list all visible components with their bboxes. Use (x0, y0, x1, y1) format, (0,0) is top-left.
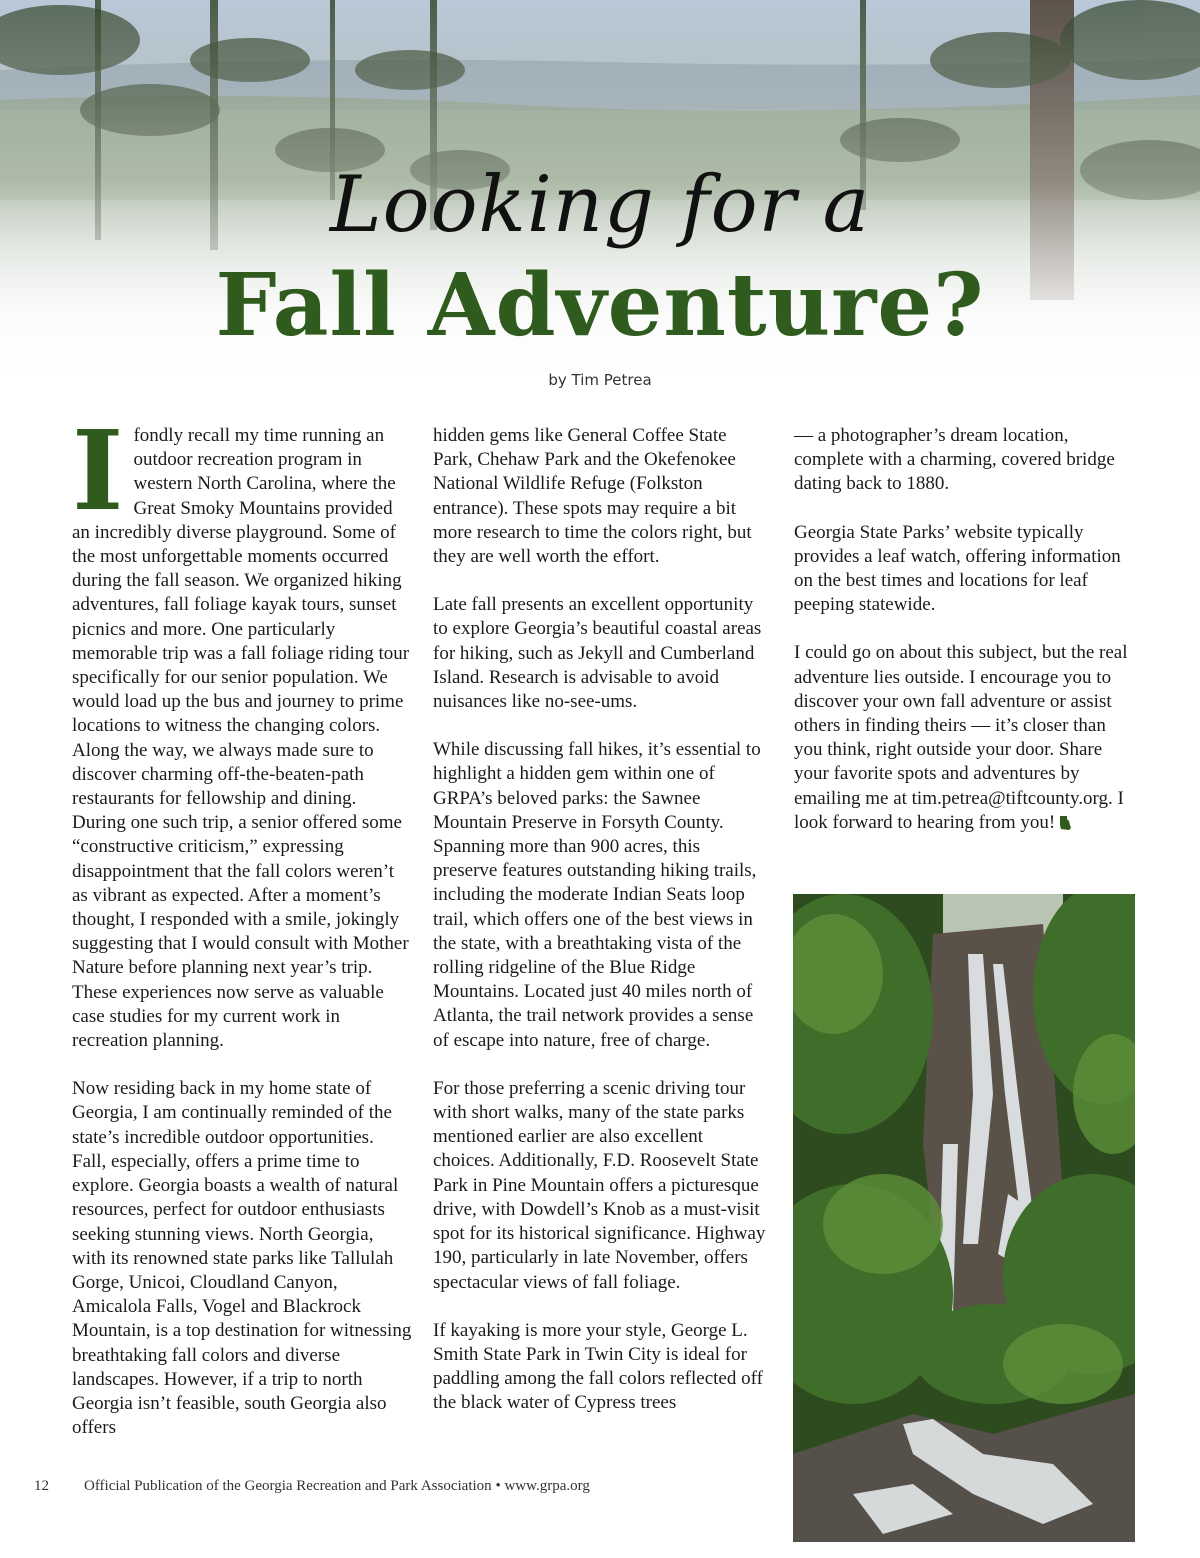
paragraph-text: fondly recall my time running an outdoor recreation program in western North Carolina, where the Great Smoky Mountains provided an incredibly diverse playground. Some of the most unforgettable moments occurred during the fall season. We organized hiking adventures, fall foliage kayak tours, sunset picnics and more. One particularly memorable trip was a fall foliage riding tour specifically for our senior population. We would load up the bus and journey to prime locations to witness the changing colors. Along the way, we always made sure to discover charming off-the-beaten-path restaurants for fellowship and dining. During one such trip, a senior offered some “constructive criticism,” expressing disappointment that the fall colors weren’t as vibrant as expected. After a moment’s thought, I responded with a smile, jokingly suggesting that I would consult with Mother Nature before planning next year’s trip. These experiences now serve as valuable case studies for my current work in recreation planning. (72, 425, 410, 1052)
paragraph: hidden gems like General Coffee State Park, Chehaw Park and the Okefenokee National Wildlife Refuge (Folkston entrance). These spots may require a bit more research to time the colors right, but they are well worth the effort. (433, 425, 752, 568)
website-link[interactable]: www.grpa.org (504, 1478, 590, 1494)
paragraph: If kayaking is more your style, George L. Smith State Park in Twin City is ideal for paddling among the fall colors reflected off the black water of Cypress trees (433, 1319, 763, 1414)
paragraph (72, 406, 412, 1053)
page-number: 12 (34, 1478, 49, 1494)
paragraph-text: I could go on about this subject, but the real adventure lies outside. I encourage you to discover your own fall adventure or assist others in finding theirs — it’s closer than you think, right outside your door. Share your favorite spots and adventures by emailing me at tim.petrea@tiftcounty.org. I look forward to hearing from you! (794, 642, 1128, 833)
paragraph: Late fall presents an excellent opportunity to explore Georgia’s beautiful coastal areas for hiking, such as Jekyll and Cumberland Island. Research is advisable to avoid nuisances like no-see-ums. (433, 594, 762, 713)
article-column-1 (72, 406, 412, 1464)
drop-cap: I (72, 406, 124, 535)
article-column-3 (794, 424, 1134, 859)
publication-name: Official Publication of the Georgia Recreation and Park Association (84, 1478, 492, 1494)
georgia-state-icon (1059, 816, 1071, 830)
byline: by Tim Petrea (548, 371, 652, 389)
paragraph: — a photographer’s dream location, complete with a charming, covered bridge dating back to 1880. (794, 425, 1115, 495)
paragraph: Now residing back in my home state of Georgia, I am continually reminded of the state’s incredible outdoor opportunities. Fall, especially, offers a prime time to explore. Georgia boasts a wealth of natural resources, perfect for outdoor enthusiasts seeking stunning views. North Georgia, with its renowned state parks like Tallulah Gorge, Unicoi, Cloudland Canyon, Amicalola Falls, Vogel and Blackrock Mountain, is a top destination for witnessing breathtaking fall colors and diverse landscapes. However, if a trip to north Georgia isn’t feasible, south Georgia also offers (72, 1078, 412, 1439)
footer-separator: • (495, 1478, 501, 1494)
page-footer (34, 1478, 734, 1495)
title-line-1: Looking for a (329, 160, 871, 250)
paragraph (794, 641, 1134, 835)
article-column-2 (433, 424, 768, 1440)
paragraph: While discussing fall hikes, it’s essential to highlight a hidden gem within one of GRPA’s beloved parks: the Sawnee Mountain Preserve in Forsyth County. Spanning more than 900 acres, this preserve features outstanding hiking trails, including the moderate Indian Seats loop trail, which offers one of the best views in the state, with a breathtaking vista of the rolling ridgeline of the Blue Ridge Mountains. Located just 40 miles north of Atlanta, the trail network provides a sense of escape into nature, free of charge. (433, 739, 761, 1051)
paragraph: For those preferring a scenic driving tour with short walks, many of the state parks mentioned earlier are also excellent choices. Additionally, F.D. Roosevelt State Park in Pine Mountain offers a picturesque drive, with Dowdell’s Knob as a must-visit spot for its historical significance. Highway 190, particularly in late November, offers spectacular views of fall foliage. (433, 1077, 766, 1293)
paragraph: Georgia State Parks’ website typically provides a leaf watch, offering information on the best times and locations for leaf peeping statewide. (794, 521, 1121, 616)
title-line-2: Fall Adventure? (215, 255, 985, 356)
waterfall-photo (793, 894, 1135, 1542)
